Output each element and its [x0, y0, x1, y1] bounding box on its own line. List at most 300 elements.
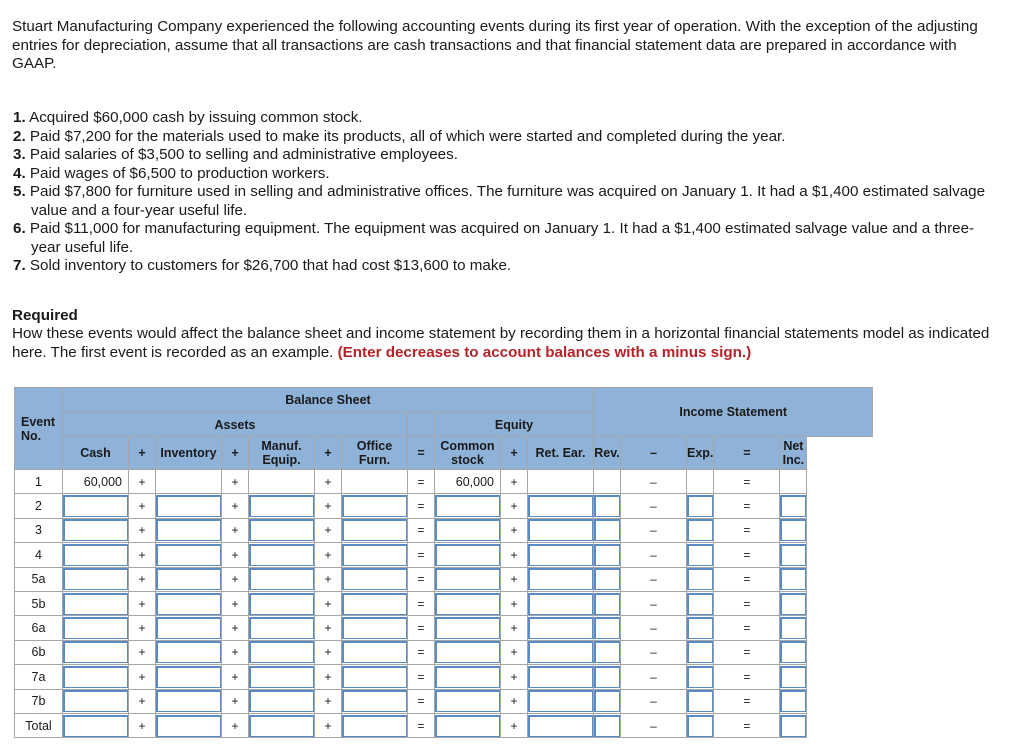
office-furn-input-cell	[342, 543, 408, 567]
header-spacer	[408, 413, 435, 437]
common-stock-input-cell	[435, 616, 501, 640]
exp-input[interactable]	[687, 568, 713, 590]
op-plus: +	[129, 689, 156, 713]
manuf-equip-input[interactable]	[249, 519, 314, 541]
manuf-equip-input[interactable]	[249, 617, 314, 639]
common-stock-input-cell	[435, 689, 501, 713]
exp-input[interactable]	[687, 495, 713, 517]
event-number: 6b	[15, 640, 63, 664]
col-office-furn: Office Furn.	[342, 437, 408, 470]
inventory-input[interactable]	[156, 544, 221, 566]
inventory-input[interactable]	[156, 568, 221, 590]
exp-input[interactable]	[687, 666, 713, 688]
event-number: 4	[15, 543, 63, 567]
ret-ear-input[interactable]	[528, 690, 593, 712]
net-inc-input[interactable]	[780, 666, 806, 688]
op-equals: =	[714, 640, 780, 664]
col-ret-ear: Ret. Ear.	[528, 437, 594, 470]
office-furn-input-cell	[342, 713, 408, 737]
manuf-equip-input-cell	[249, 543, 315, 567]
common-stock-input-cell	[435, 543, 501, 567]
op-plus: +	[222, 640, 249, 664]
event-item: 2. Paid $7,200 for the materials used to make its products, all of which were started and completed during the year.	[13, 127, 786, 145]
rev-input-cell	[594, 543, 621, 567]
office-furn-input[interactable]	[342, 593, 407, 615]
net-inc-input[interactable]	[780, 690, 806, 712]
table-row	[15, 591, 873, 615]
op-equals: =	[714, 665, 780, 689]
op-plus: +	[129, 437, 156, 470]
op-plus: +	[501, 616, 528, 640]
cash-input-cell	[63, 689, 129, 713]
rev-input-cell	[594, 665, 621, 689]
net-inc-input[interactable]	[780, 519, 806, 541]
inventory-input[interactable]	[156, 593, 221, 615]
op-plus: +	[315, 713, 342, 737]
col-net-inc: Net Inc.	[780, 437, 807, 470]
ret-ear-input[interactable]	[528, 544, 593, 566]
ret-ear-input[interactable]	[528, 617, 593, 639]
net-inc-input-cell	[780, 640, 807, 664]
common-stock-input[interactable]	[435, 568, 500, 590]
exp-input[interactable]	[687, 641, 713, 663]
exp-input[interactable]	[687, 593, 713, 615]
op-minus: –	[621, 616, 687, 640]
required-warning: (Enter decreases to account balances with a minus sign.)	[337, 343, 752, 361]
op-plus: +	[222, 470, 249, 494]
rev-input[interactable]	[594, 666, 620, 688]
rev-input-cell	[594, 616, 621, 640]
event-number: 7a	[15, 665, 63, 689]
common-stock-input[interactable]	[435, 544, 500, 566]
manuf-equip-input[interactable]	[249, 690, 314, 712]
inventory-input-cell	[156, 713, 222, 737]
op-minus: –	[621, 640, 687, 664]
op-plus: +	[129, 567, 156, 591]
inventory-input[interactable]	[156, 666, 221, 688]
exp-input-cell	[687, 616, 714, 640]
op-plus: +	[222, 518, 249, 542]
op-equals: =	[408, 689, 435, 713]
rev-input-cell	[594, 518, 621, 542]
cash-input-cell	[63, 640, 129, 664]
inventory-input[interactable]	[156, 690, 221, 712]
inventory-input[interactable]	[156, 715, 221, 737]
cash-input-cell	[63, 591, 129, 615]
op-equals: =	[408, 591, 435, 615]
op-equals: =	[408, 543, 435, 567]
op-equals: =	[408, 518, 435, 542]
manuf-equip-input-cell	[249, 518, 315, 542]
op-plus: +	[222, 713, 249, 737]
table-row	[15, 518, 873, 542]
exp-input[interactable]	[687, 617, 713, 639]
net-inc-input[interactable]	[780, 544, 806, 566]
op-plus: +	[315, 437, 342, 470]
office-furn-input[interactable]	[342, 495, 407, 517]
inventory-input[interactable]	[156, 519, 221, 541]
manuf-equip-input[interactable]	[249, 544, 314, 566]
op-plus: +	[315, 543, 342, 567]
op-plus: +	[222, 665, 249, 689]
common-stock-input-cell	[435, 494, 501, 518]
manuf-equip-value	[249, 470, 315, 494]
event-number: 3	[15, 518, 63, 542]
op-plus: +	[129, 543, 156, 567]
event-no-header: Event No.	[15, 388, 63, 470]
exp-input-cell	[687, 567, 714, 591]
table-row	[15, 494, 873, 518]
inventory-input-cell	[156, 616, 222, 640]
common-stock-value: 60,000	[435, 470, 501, 494]
manuf-equip-input[interactable]	[249, 568, 314, 590]
op-plus: +	[315, 689, 342, 713]
manuf-equip-input-cell	[249, 567, 315, 591]
table-row	[15, 665, 873, 689]
exp-input[interactable]	[687, 715, 713, 737]
col-common-stock: Common stock	[435, 437, 501, 470]
net-inc-input-cell	[780, 591, 807, 615]
event-number: 6a	[15, 616, 63, 640]
manuf-equip-input-cell	[249, 640, 315, 664]
common-stock-input-cell	[435, 640, 501, 664]
table-row	[15, 689, 873, 713]
net-inc-input[interactable]	[780, 495, 806, 517]
common-stock-input[interactable]	[435, 519, 500, 541]
table-row	[15, 713, 873, 737]
inventory-input-cell	[156, 543, 222, 567]
op-plus: +	[315, 470, 342, 494]
op-plus: +	[222, 437, 249, 470]
rev-input[interactable]	[594, 495, 620, 517]
col-inventory: Inventory	[156, 437, 222, 470]
op-plus: +	[501, 567, 528, 591]
cash-input-cell	[63, 713, 129, 737]
office-furn-input-cell	[342, 518, 408, 542]
rev-input[interactable]	[594, 690, 620, 712]
event-item: 5. Paid $7,800 for furniture used in selling and administrative offices. The furniture was acquired on January 1. It had a $1,400 estimated salvage value and a four-year useful life.	[13, 183, 986, 219]
op-plus: +	[222, 543, 249, 567]
op-equals: =	[408, 640, 435, 664]
common-stock-input[interactable]	[435, 666, 500, 688]
rev-input-cell	[594, 713, 621, 737]
op-plus: +	[501, 640, 528, 664]
op-plus: +	[315, 591, 342, 615]
cash-input-cell	[63, 616, 129, 640]
inventory-input[interactable]	[156, 495, 221, 517]
cash-input[interactable]	[63, 544, 128, 566]
net-inc-input[interactable]	[780, 617, 806, 639]
common-stock-input[interactable]	[435, 495, 500, 517]
cash-input[interactable]	[63, 617, 128, 639]
net-inc-value	[780, 470, 807, 494]
ret-ear-input[interactable]	[528, 641, 593, 663]
event-number: 5b	[15, 591, 63, 615]
inventory-input-cell	[156, 640, 222, 664]
op-plus: +	[315, 494, 342, 518]
cash-input[interactable]	[63, 495, 128, 517]
ret-ear-input-cell	[528, 567, 594, 591]
op-minus: –	[621, 494, 687, 518]
cash-input[interactable]	[63, 568, 128, 590]
net-inc-input-cell	[780, 713, 807, 737]
event-number: 7b	[15, 689, 63, 713]
event-item: 3. Paid salaries of $3,500 to selling and administrative employees.	[13, 146, 458, 163]
op-minus: –	[621, 543, 687, 567]
cash-input[interactable]	[63, 690, 128, 712]
op-plus: +	[501, 665, 528, 689]
rev-input-cell	[594, 689, 621, 713]
net-inc-input[interactable]	[780, 715, 806, 737]
op-plus: +	[129, 518, 156, 542]
table-row	[15, 470, 873, 494]
op-equals: =	[714, 713, 780, 737]
op-plus: +	[222, 567, 249, 591]
exp-input[interactable]	[687, 519, 713, 541]
office-furn-input-cell	[342, 665, 408, 689]
exp-input-cell	[687, 665, 714, 689]
op-plus: +	[501, 494, 528, 518]
rev-input[interactable]	[594, 617, 620, 639]
inventory-input[interactable]	[156, 617, 221, 639]
net-inc-input[interactable]	[780, 568, 806, 590]
rev-input[interactable]	[594, 544, 620, 566]
office-furn-value	[342, 470, 408, 494]
office-furn-input[interactable]	[342, 519, 407, 541]
net-inc-input-cell	[780, 567, 807, 591]
manuf-equip-input[interactable]	[249, 593, 314, 615]
common-stock-input[interactable]	[435, 690, 500, 712]
event-number: 2	[15, 494, 63, 518]
office-furn-input-cell	[342, 591, 408, 615]
col-manuf-equip: Manuf. Equip.	[249, 437, 315, 470]
inventory-input-cell	[156, 518, 222, 542]
table-row	[15, 567, 873, 591]
exp-input-cell	[687, 543, 714, 567]
op-equals: =	[714, 689, 780, 713]
net-inc-input-cell	[780, 689, 807, 713]
office-furn-input[interactable]	[342, 690, 407, 712]
op-equals: =	[714, 437, 780, 470]
op-equals: =	[714, 616, 780, 640]
rev-input[interactable]	[594, 715, 620, 737]
rev-input[interactable]	[594, 519, 620, 541]
office-furn-input[interactable]	[342, 715, 407, 737]
balance-sheet-header: Balance Sheet	[63, 388, 594, 413]
op-minus: –	[621, 518, 687, 542]
common-stock-input-cell	[435, 665, 501, 689]
manuf-equip-input[interactable]	[249, 495, 314, 517]
op-minus: –	[621, 437, 687, 470]
op-equals: =	[408, 494, 435, 518]
rev-input[interactable]	[594, 593, 620, 615]
op-equals: =	[714, 494, 780, 518]
op-plus: +	[222, 591, 249, 615]
required-text: How these events would affect the balance sheet and income statement by recording them in a horizontal financial statements model as indicated here. The first event is recorded as an example.	[12, 325, 990, 361]
common-stock-input-cell	[435, 713, 501, 737]
op-plus: +	[315, 665, 342, 689]
op-equals: =	[714, 543, 780, 567]
table-row	[15, 640, 873, 664]
net-inc-input-cell	[780, 616, 807, 640]
op-plus: +	[129, 494, 156, 518]
ret-ear-input-cell	[528, 640, 594, 664]
event-number: 1	[15, 470, 63, 494]
rev-input-cell	[594, 591, 621, 615]
op-equals: =	[714, 591, 780, 615]
exp-input-cell	[687, 494, 714, 518]
rev-input-cell	[594, 640, 621, 664]
op-plus: +	[222, 494, 249, 518]
manuf-equip-input[interactable]	[249, 641, 314, 663]
exp-input-cell	[687, 518, 714, 542]
op-equals: =	[714, 470, 780, 494]
office-furn-input[interactable]	[342, 666, 407, 688]
ret-ear-input[interactable]	[528, 666, 593, 688]
ret-ear-input-cell	[528, 518, 594, 542]
office-furn-input-cell	[342, 567, 408, 591]
cash-input-cell	[63, 543, 129, 567]
inventory-input-cell	[156, 567, 222, 591]
ret-ear-input[interactable]	[528, 568, 593, 590]
op-plus: +	[501, 713, 528, 737]
office-furn-input-cell	[342, 640, 408, 664]
manuf-equip-input-cell	[249, 689, 315, 713]
cash-input[interactable]	[63, 519, 128, 541]
op-plus: +	[501, 689, 528, 713]
net-inc-input-cell	[780, 518, 807, 542]
op-equals: =	[408, 567, 435, 591]
op-plus: +	[315, 616, 342, 640]
manuf-equip-input[interactable]	[249, 715, 314, 737]
table-row	[15, 543, 873, 567]
net-inc-input[interactable]	[780, 641, 806, 663]
col-rev: Rev.	[594, 437, 621, 470]
op-minus: –	[621, 713, 687, 737]
op-minus: –	[621, 665, 687, 689]
op-equals: =	[408, 665, 435, 689]
cash-input-cell	[63, 494, 129, 518]
manuf-equip-input-cell	[249, 591, 315, 615]
table-row	[15, 616, 873, 640]
cash-input[interactable]	[63, 641, 128, 663]
equity-header: Equity	[435, 413, 594, 437]
rev-input-cell	[594, 494, 621, 518]
inventory-value	[156, 470, 222, 494]
event-item: 4. Paid wages of $6,500 to production workers.	[13, 164, 330, 182]
op-plus: +	[315, 640, 342, 664]
exp-value	[687, 470, 714, 494]
exp-input-cell	[687, 689, 714, 713]
op-minus: –	[621, 470, 687, 494]
op-equals: =	[408, 713, 435, 737]
manuf-equip-input[interactable]	[249, 666, 314, 688]
op-plus: +	[501, 543, 528, 567]
inventory-input[interactable]	[156, 641, 221, 663]
ret-ear-input[interactable]	[528, 593, 593, 615]
ret-ear-input-cell	[528, 591, 594, 615]
rev-input[interactable]	[594, 641, 620, 663]
exp-input[interactable]	[687, 544, 713, 566]
office-furn-input-cell	[342, 616, 408, 640]
rev-value	[594, 470, 621, 494]
exp-input[interactable]	[687, 690, 713, 712]
op-plus: +	[129, 591, 156, 615]
op-plus: +	[222, 689, 249, 713]
op-equals: =	[408, 470, 435, 494]
col-cash: Cash	[63, 437, 129, 470]
op-plus: +	[129, 713, 156, 737]
exp-input-cell	[687, 640, 714, 664]
office-furn-input[interactable]	[342, 617, 407, 639]
op-equals: =	[408, 616, 435, 640]
required-title: Required	[12, 307, 78, 324]
event-item: 7. Sold inventory to customers for $26,700 that had cost $13,600 to make.	[13, 257, 512, 274]
op-plus: +	[129, 616, 156, 640]
inventory-input-cell	[156, 494, 222, 518]
op-plus: +	[315, 518, 342, 542]
cash-input[interactable]	[63, 666, 128, 688]
net-inc-input[interactable]	[780, 593, 806, 615]
ret-ear-input-cell	[528, 713, 594, 737]
op-minus: –	[621, 689, 687, 713]
office-furn-input[interactable]	[342, 544, 407, 566]
net-inc-input-cell	[780, 543, 807, 567]
common-stock-input[interactable]	[435, 641, 500, 663]
common-stock-input-cell	[435, 518, 501, 542]
op-plus: +	[501, 437, 528, 470]
op-minus: –	[621, 567, 687, 591]
ret-ear-input[interactable]	[528, 715, 593, 737]
manuf-equip-input-cell	[249, 494, 315, 518]
op-equals: =	[714, 518, 780, 542]
cash-input[interactable]	[63, 715, 128, 737]
office-furn-input[interactable]	[342, 568, 407, 590]
cash-input[interactable]	[63, 593, 128, 615]
office-furn-input[interactable]	[342, 641, 407, 663]
inventory-input-cell	[156, 665, 222, 689]
ret-ear-input-cell	[528, 543, 594, 567]
financial-statements-model-table	[14, 387, 873, 738]
net-inc-input-cell	[780, 665, 807, 689]
op-equals: =	[714, 567, 780, 591]
op-plus: +	[129, 640, 156, 664]
event-item: 1. Acquired $60,000 cash by issuing common stock.	[13, 109, 363, 126]
rev-input[interactable]	[594, 568, 620, 590]
op-equals: =	[408, 437, 435, 470]
ret-ear-input-cell	[528, 494, 594, 518]
required-instructions	[12, 325, 1012, 362]
ret-ear-input[interactable]	[528, 495, 593, 517]
ret-ear-input[interactable]	[528, 519, 593, 541]
common-stock-input-cell	[435, 591, 501, 615]
common-stock-input[interactable]	[435, 715, 500, 737]
op-minus: –	[621, 591, 687, 615]
op-plus: +	[222, 616, 249, 640]
event-number: Total	[15, 713, 63, 737]
event-number: 5a	[15, 567, 63, 591]
op-plus: +	[129, 665, 156, 689]
op-plus: +	[129, 470, 156, 494]
op-plus: +	[501, 518, 528, 542]
common-stock-input[interactable]	[435, 617, 500, 639]
common-stock-input[interactable]	[435, 593, 500, 615]
ret-ear-input-cell	[528, 665, 594, 689]
ret-ear-input-cell	[528, 689, 594, 713]
office-furn-input-cell	[342, 494, 408, 518]
col-exp: Exp.	[687, 437, 714, 470]
common-stock-input-cell	[435, 567, 501, 591]
